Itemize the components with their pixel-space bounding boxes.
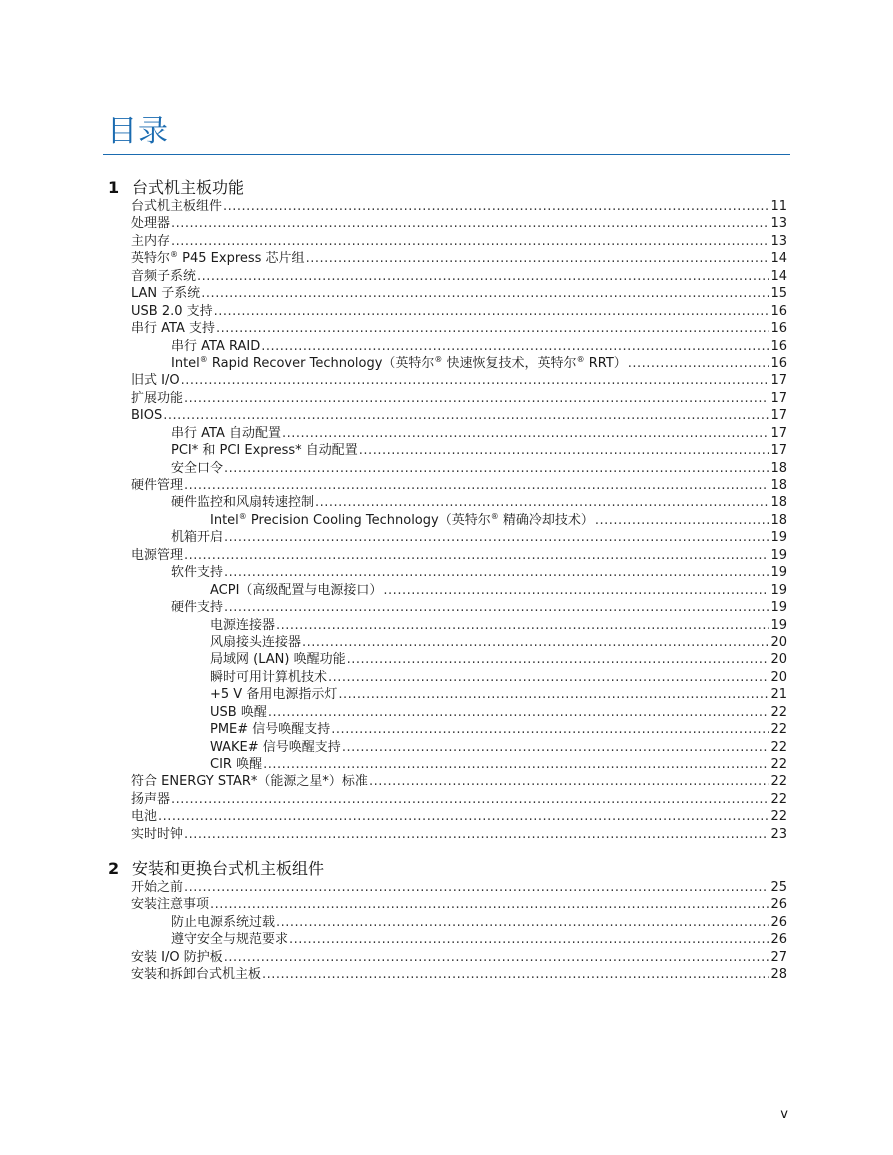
toc-entry-page: 20: [770, 634, 787, 650]
toc-entry-page: 13: [770, 233, 787, 249]
toc-entry[interactable]: [131, 826, 787, 843]
toc-entry-page: 16: [770, 338, 787, 354]
page-number: v: [780, 1107, 788, 1122]
toc-entry-page: 16: [770, 321, 787, 337]
toc-entry-page: 19: [770, 582, 787, 598]
title-divider: [103, 154, 790, 155]
toc-entry-label: Intel® Precision Cooling Technology（英特尔® 精确冷却技术）: [210, 511, 594, 528]
toc-entry[interactable]: [131, 198, 787, 215]
toc-leader-dots: [224, 949, 770, 966]
toc-leader-dots: [184, 477, 769, 494]
toc-entry[interactable]: [210, 617, 787, 634]
toc-leader-dots: [347, 651, 770, 668]
toc-entry-page: 20: [770, 669, 787, 685]
toc-entry-page: 25: [770, 880, 787, 895]
toc-entry[interactable]: [131, 791, 787, 808]
toc-entry-page: 22: [770, 774, 787, 790]
toc-leader-dots: [328, 669, 769, 686]
toc-entry-label: 安装 I/O 防护板: [131, 949, 223, 965]
toc-entry-page: 18: [770, 478, 787, 493]
toc-entry-label: 硬件支持: [171, 600, 224, 616]
toc-entry[interactable]: [131, 407, 787, 424]
toc-entry-page: 28: [770, 967, 787, 983]
toc-entry-page: 14: [770, 251, 787, 267]
chapter-number: 1: [108, 178, 120, 197]
toc-entry[interactable]: [210, 686, 787, 703]
toc-entry-page: 17: [770, 390, 787, 406]
toc-entry-label: WAKE# 信号唤醒支持: [210, 739, 341, 755]
toc-entry-page: 18: [770, 495, 787, 511]
toc-leader-dots: [197, 268, 769, 285]
toc-entry-label: 串行 ATA 自动配置: [171, 425, 281, 441]
toc-entry-label: 串行 ATA 支持: [131, 321, 215, 337]
toc-entry-page: 18: [770, 512, 787, 528]
toc-entry-label: 电池: [131, 809, 158, 825]
toc-entry[interactable]: [131, 268, 787, 285]
toc-entry-label: 主内存: [131, 233, 171, 249]
toc-entry-page: 17: [770, 443, 787, 459]
toc-entry[interactable]: [171, 442, 787, 459]
toc-entry-label: 开始之前: [131, 880, 184, 895]
toc-entry[interactable]: [131, 808, 787, 825]
toc-entry[interactable]: [171, 564, 787, 581]
toc-entry-label: 电源连接器: [210, 617, 276, 633]
toc-entry-page: 22: [770, 809, 787, 825]
toc-leader-dots: [210, 896, 769, 913]
toc-entry-label: 音频子系统: [131, 268, 197, 284]
toc-leader-dots: [276, 914, 769, 931]
toc-entry-page: 17: [770, 408, 787, 424]
toc-leader-dots: [181, 372, 770, 389]
toc-leader-dots: [628, 355, 770, 372]
toc-entry[interactable]: [171, 914, 787, 931]
toc-entry-label: USB 唤醒: [210, 704, 267, 720]
toc-entry[interactable]: [210, 512, 787, 529]
toc-entry-label: 扬声器: [131, 791, 171, 807]
toc-entry-page: 14: [770, 268, 787, 284]
toc-entry[interactable]: [210, 634, 787, 651]
toc-entry-label: 瞬时可用计算机技术: [210, 669, 328, 685]
toc-entry[interactable]: [131, 879, 787, 896]
toc-entry-page: 16: [770, 355, 787, 371]
toc-entry-page: 26: [770, 897, 787, 913]
toc-entry-label: PCI* 和 PCI Express* 自动配置: [171, 443, 358, 459]
toc-entry[interactable]: [210, 651, 787, 668]
toc-list-chapter-1: [0, 198, 893, 843]
toc-entry-page: 16: [770, 303, 787, 319]
toc-entry-page: 19: [770, 600, 787, 616]
toc-leader-dots: [268, 704, 770, 721]
toc-entry[interactable]: [131, 285, 787, 302]
toc-entry-label: 符合 ENERGY STAR*（能源之星*）标准: [131, 774, 368, 790]
toc-entry-label: PME# 信号唤醒支持: [210, 722, 331, 738]
toc-entry[interactable]: [131, 966, 787, 983]
toc-entry[interactable]: [131, 215, 787, 232]
toc-entry-label: CIR 唤醒: [210, 757, 263, 772]
toc-leader-dots: [214, 303, 770, 320]
toc-entry-page: 18: [770, 460, 787, 476]
toc-entry-label: 电源管理: [131, 547, 184, 563]
toc-leader-dots: [302, 634, 769, 651]
toc-entry[interactable]: [131, 250, 787, 267]
toc-entry-label: 硬件管理: [131, 478, 184, 493]
toc-entry-label: USB 2.0 支持: [131, 303, 213, 319]
toc-entry[interactable]: [131, 320, 787, 337]
toc-leader-dots: [171, 215, 769, 232]
toc-entry-label: 扩展功能: [131, 390, 184, 406]
toc-entry-label: 风扇接头连接器: [210, 634, 302, 650]
toc-entry-label: 安装注意事项: [131, 897, 210, 913]
toc-leader-dots: [306, 250, 770, 267]
toc-leader-dots: [201, 285, 769, 302]
toc-leader-dots: [184, 547, 769, 564]
chapter-title: 台式机主板功能: [132, 178, 245, 197]
toc-entry-label: 安全口令: [171, 460, 224, 476]
toc-leader-dots: [383, 582, 769, 599]
chapter-heading-2[interactable]: [108, 856, 324, 879]
toc-entry-label: 安装和拆卸台式机主板: [131, 967, 262, 983]
toc-entry-label: LAN 子系统: [131, 286, 201, 302]
toc-entry-label: 串行 ATA RAID: [171, 338, 261, 354]
toc-entry[interactable]: [131, 303, 787, 320]
toc-leader-dots: [216, 320, 769, 337]
toc-entry-page: 21: [770, 687, 787, 703]
toc-leader-dots: [184, 826, 769, 843]
toc-entry-label: 防止电源系统过载: [171, 914, 276, 930]
toc-entry[interactable]: [171, 338, 787, 355]
toc-leader-dots: [171, 791, 769, 808]
toc-entry-label: 台式机主板组件: [131, 199, 223, 214]
toc-leader-dots: [224, 564, 769, 581]
toc-entry-page: 23: [770, 826, 787, 842]
toc-entry-page: 17: [770, 425, 787, 441]
toc-entry-label: Intel® Rapid Recover Technology（英特尔® 快速恢复技术，英特尔® RRT）: [171, 354, 627, 371]
toc-leader-dots: [342, 739, 770, 756]
toc-entry-page: 17: [770, 373, 787, 389]
toc-entry[interactable]: [171, 529, 787, 546]
toc-entry[interactable]: [131, 390, 787, 407]
toc-entry-page: 11: [770, 199, 787, 214]
toc-leader-dots: [171, 233, 769, 250]
toc-entry-page: 22: [770, 757, 787, 772]
toc-leader-dots: [261, 338, 769, 355]
chapter-number: 2: [108, 859, 120, 878]
toc-leader-dots: [262, 966, 769, 983]
toc-entry-label: 遵守安全与规范要求: [171, 932, 289, 948]
toc-entry-label: 软件支持: [171, 565, 224, 581]
toc-entry[interactable]: [131, 547, 787, 564]
toc-leader-dots: [282, 425, 769, 442]
toc-entry[interactable]: [210, 739, 787, 756]
toc-entry-page: 22: [770, 722, 787, 738]
toc-entry[interactable]: [210, 756, 787, 773]
toc-leader-dots: [331, 721, 769, 738]
toc-entry[interactable]: [210, 669, 787, 686]
toc-entry[interactable]: [131, 896, 787, 913]
toc-entry-page: 19: [770, 617, 787, 633]
toc-entry-label: BIOS: [131, 408, 163, 424]
toc-leader-dots: [224, 529, 769, 546]
toc-leader-dots: [158, 808, 769, 825]
toc-leader-dots: [223, 198, 769, 215]
toc-leader-dots: [184, 879, 769, 896]
toc-leader-dots: [184, 390, 769, 407]
toc-entry[interactable]: [131, 233, 787, 250]
toc-entry-page: 20: [770, 652, 787, 668]
toc-entry[interactable]: [131, 949, 787, 966]
toc-leader-dots: [338, 686, 769, 703]
toc-entry[interactable]: [131, 372, 787, 389]
toc-leader-dots: [276, 617, 769, 634]
toc-entry-page: 15: [770, 286, 787, 302]
toc-entry-page: 19: [770, 530, 787, 546]
toc-entry-page: 26: [770, 914, 787, 930]
toc-entry-label: 旧式 I/O: [131, 373, 180, 389]
toc-entry-page: 26: [770, 932, 787, 948]
toc-leader-dots: [369, 773, 770, 790]
toc-entry-page: 22: [770, 739, 787, 755]
toc-entry[interactable]: [171, 355, 787, 372]
toc-list-chapter-2: [0, 879, 893, 984]
toc-entry-label: 硬件监控和风扇转速控制: [171, 495, 315, 511]
toc-leader-dots: [224, 599, 769, 616]
toc-entry[interactable]: [171, 599, 787, 616]
toc-entry[interactable]: [131, 477, 787, 494]
toc-leader-dots: [289, 931, 769, 948]
toc-entry-page: 13: [770, 216, 787, 232]
toc-entry[interactable]: [171, 494, 787, 511]
toc-leader-dots: [595, 512, 770, 529]
toc-entry-page: 22: [770, 704, 787, 720]
toc-entry-label: 机箱开启: [171, 530, 224, 546]
toc-entry[interactable]: [171, 931, 787, 948]
chapter-title: 安装和更换台式机主板组件: [132, 859, 325, 878]
toc-entry-label: 局域网 (LAN) 唤醒功能: [210, 652, 346, 668]
toc-entry-label: +5 V 备用电源指示灯: [210, 687, 338, 703]
toc-entry[interactable]: [131, 773, 787, 790]
toc-entry-label: 处理器: [131, 216, 171, 232]
toc-entry[interactable]: [210, 582, 787, 599]
toc-leader-dots: [315, 494, 769, 511]
toc-entry-page: 27: [770, 949, 787, 965]
toc-entry[interactable]: [210, 721, 787, 738]
chapter-heading-1[interactable]: [108, 175, 244, 198]
page-title: 目录: [107, 114, 169, 149]
toc-entry-page: 22: [770, 791, 787, 807]
toc-entry-label: ACPI（高级配置与电源接口）: [210, 582, 383, 598]
toc-entry-label: 实时时钟: [131, 826, 184, 842]
toc-entry[interactable]: [210, 704, 787, 721]
toc-entry-page: 19: [770, 547, 787, 563]
toc-entry[interactable]: [171, 425, 787, 442]
toc-entry[interactable]: [171, 460, 787, 477]
toc-leader-dots: [359, 442, 770, 459]
toc-entry-page: 19: [770, 565, 787, 581]
toc-leader-dots: [263, 756, 769, 773]
toc-leader-dots: [163, 407, 769, 424]
toc-entry-label: 英特尔® P45 Express 芯片组: [131, 250, 305, 267]
toc-leader-dots: [224, 460, 769, 477]
